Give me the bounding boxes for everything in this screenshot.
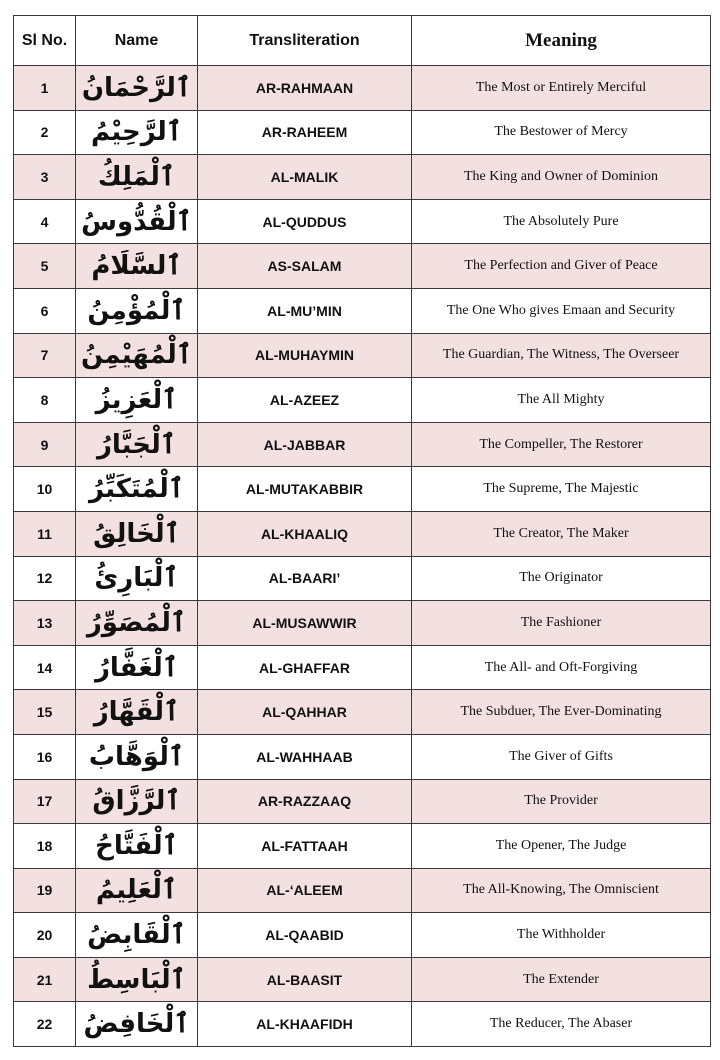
table-row — [14, 288, 711, 333]
arabic-name-cell: ٱلرَّزَّاقُ — [76, 779, 198, 824]
sl-no-cell: 19 — [14, 868, 76, 913]
table-row — [14, 824, 711, 869]
transliteration-cell: AL-AZEEZ — [198, 378, 412, 423]
header-sl-no: Sl No. — [14, 16, 76, 66]
table-row — [14, 957, 711, 1002]
transliteration-cell: AL-BAARI’ — [198, 556, 412, 601]
arabic-name-cell: ٱلْعَزِيزُ — [76, 378, 198, 423]
sl-no-cell: 4 — [14, 199, 76, 244]
table-row — [14, 244, 711, 289]
arabic-name-cell: ٱلْقَهَّارُ — [76, 690, 198, 735]
header-meaning: Meaning — [412, 16, 711, 66]
transliteration-cell: AL-BAASIT — [198, 957, 412, 1002]
transliteration-cell: AL-MUSAWWIR — [198, 601, 412, 646]
transliteration-cell: AL-KHAAFIDH — [198, 1002, 412, 1047]
meaning-cell: The Supreme, The Majestic — [412, 467, 711, 512]
meaning-cell: The Most or Entirely Merciful — [412, 66, 711, 111]
table-row — [14, 199, 711, 244]
sl-no-cell: 5 — [14, 244, 76, 289]
meaning-cell: The Reducer, The Abaser — [412, 1002, 711, 1047]
header-name: Name — [76, 16, 198, 66]
arabic-name-cell: ٱلْمَلِكُ — [76, 155, 198, 200]
arabic-name-cell: ٱلْخَافِضُ — [76, 1002, 198, 1047]
transliteration-cell: AL-QUDDUS — [198, 199, 412, 244]
transliteration-cell: AL-MUHAYMIN — [198, 333, 412, 378]
sl-no-cell: 7 — [14, 333, 76, 378]
table-row — [14, 378, 711, 423]
meaning-cell: The Opener, The Judge — [412, 824, 711, 869]
table-body — [14, 66, 711, 1047]
table-row — [14, 110, 711, 155]
table-row — [14, 779, 711, 824]
arabic-name-cell: ٱلْفَتَّاحُ — [76, 824, 198, 869]
table-row — [14, 422, 711, 467]
meaning-cell: The Absolutely Pure — [412, 199, 711, 244]
transliteration-cell: AL-QAABID — [198, 913, 412, 958]
meaning-cell: The Guardian, The Witness, The Overseer — [412, 333, 711, 378]
arabic-name-cell: ٱلْعَلِيمُ — [76, 868, 198, 913]
meaning-cell: The King and Owner of Dominion — [412, 155, 711, 200]
header-row — [14, 16, 711, 66]
sl-no-cell: 12 — [14, 556, 76, 601]
arabic-name-cell: ٱلرَّحْمَانُ — [76, 66, 198, 111]
meaning-cell: The Originator — [412, 556, 711, 601]
arabic-name-cell: ٱلْغَفَّارُ — [76, 645, 198, 690]
sl-no-cell: 14 — [14, 645, 76, 690]
names-table — [13, 15, 711, 1047]
transliteration-cell: AL-MU’MIN — [198, 288, 412, 333]
arabic-name-cell: ٱلسَّلَامُ — [76, 244, 198, 289]
transliteration-cell: AL-MUTAKABBIR — [198, 467, 412, 512]
sl-no-cell: 15 — [14, 690, 76, 735]
table-row — [14, 645, 711, 690]
arabic-name-cell: ٱلْقَابِضُ — [76, 913, 198, 958]
arabic-name-cell: ٱلْمُؤْمِنُ — [76, 288, 198, 333]
table-row — [14, 734, 711, 779]
table-row — [14, 868, 711, 913]
arabic-name-cell: ٱلْبَارِئُ — [76, 556, 198, 601]
meaning-cell: The Bestower of Mercy — [412, 110, 711, 155]
header-transliteration: Transliteration — [198, 16, 412, 66]
transliteration-cell: AS-SALAM — [198, 244, 412, 289]
meaning-cell: The All-Knowing, The Omniscient — [412, 868, 711, 913]
meaning-cell: The Fashioner — [412, 601, 711, 646]
transliteration-cell: AL-KHAALIQ — [198, 511, 412, 556]
sl-no-cell: 6 — [14, 288, 76, 333]
sl-no-cell: 1 — [14, 66, 76, 111]
meaning-cell: The Creator, The Maker — [412, 511, 711, 556]
table-row — [14, 511, 711, 556]
arabic-name-cell: ٱلْوَهَّابُ — [76, 734, 198, 779]
transliteration-cell: AR-RAZZAAQ — [198, 779, 412, 824]
sl-no-cell: 10 — [14, 467, 76, 512]
transliteration-cell: AL-QAHHAR — [198, 690, 412, 735]
table-row — [14, 66, 711, 111]
sl-no-cell: 21 — [14, 957, 76, 1002]
table-row — [14, 601, 711, 646]
transliteration-cell: AL-GHAFFAR — [198, 645, 412, 690]
transliteration-cell: AL-FATTAAH — [198, 824, 412, 869]
sl-no-cell: 16 — [14, 734, 76, 779]
sl-no-cell: 8 — [14, 378, 76, 423]
sl-no-cell: 18 — [14, 824, 76, 869]
table-row — [14, 913, 711, 958]
arabic-name-cell: ٱلْقُدُّوسُ — [76, 199, 198, 244]
table-header — [14, 16, 711, 66]
sl-no-cell: 22 — [14, 1002, 76, 1047]
meaning-cell: The One Who gives Emaan and Security — [412, 288, 711, 333]
meaning-cell: The Perfection and Giver of Peace — [412, 244, 711, 289]
arabic-name-cell: ٱلْخَالِقُ — [76, 511, 198, 556]
sl-no-cell: 11 — [14, 511, 76, 556]
table-row — [14, 155, 711, 200]
sl-no-cell: 13 — [14, 601, 76, 646]
meaning-cell: The All Mighty — [412, 378, 711, 423]
transliteration-cell: AR-RAHEEM — [198, 110, 412, 155]
meaning-cell: The Extender — [412, 957, 711, 1002]
meaning-cell: The Provider — [412, 779, 711, 824]
arabic-name-cell: ٱلْبَاسِطُ — [76, 957, 198, 1002]
arabic-name-cell: ٱلْمُتَكَبِّرُ — [76, 467, 198, 512]
transliteration-cell: AL-JABBAR — [198, 422, 412, 467]
sl-no-cell: 2 — [14, 110, 76, 155]
transliteration-cell: AL-MALIK — [198, 155, 412, 200]
transliteration-cell: AL-WAHHAAB — [198, 734, 412, 779]
transliteration-cell: AR-RAHMAAN — [198, 66, 412, 111]
transliteration-cell: AL-‘ALEEM — [198, 868, 412, 913]
arabic-name-cell: ٱلرَّحِيْمُ — [76, 110, 198, 155]
sl-no-cell: 17 — [14, 779, 76, 824]
arabic-name-cell: ٱلْجَبَّارُ — [76, 422, 198, 467]
table-row — [14, 556, 711, 601]
table-row — [14, 690, 711, 735]
table-row — [14, 1002, 711, 1047]
meaning-cell: The Subduer, The Ever-Dominating — [412, 690, 711, 735]
meaning-cell: The Withholder — [412, 913, 711, 958]
arabic-name-cell: ٱلْمُصَوِّرُ — [76, 601, 198, 646]
table-row — [14, 333, 711, 378]
meaning-cell: The Giver of Gifts — [412, 734, 711, 779]
sl-no-cell: 9 — [14, 422, 76, 467]
meaning-cell: The All- and Oft-Forgiving — [412, 645, 711, 690]
sl-no-cell: 3 — [14, 155, 76, 200]
meaning-cell: The Compeller, The Restorer — [412, 422, 711, 467]
arabic-name-cell: ٱلْمُهَيْمِنُ — [76, 333, 198, 378]
table-row — [14, 467, 711, 512]
sl-no-cell: 20 — [14, 913, 76, 958]
